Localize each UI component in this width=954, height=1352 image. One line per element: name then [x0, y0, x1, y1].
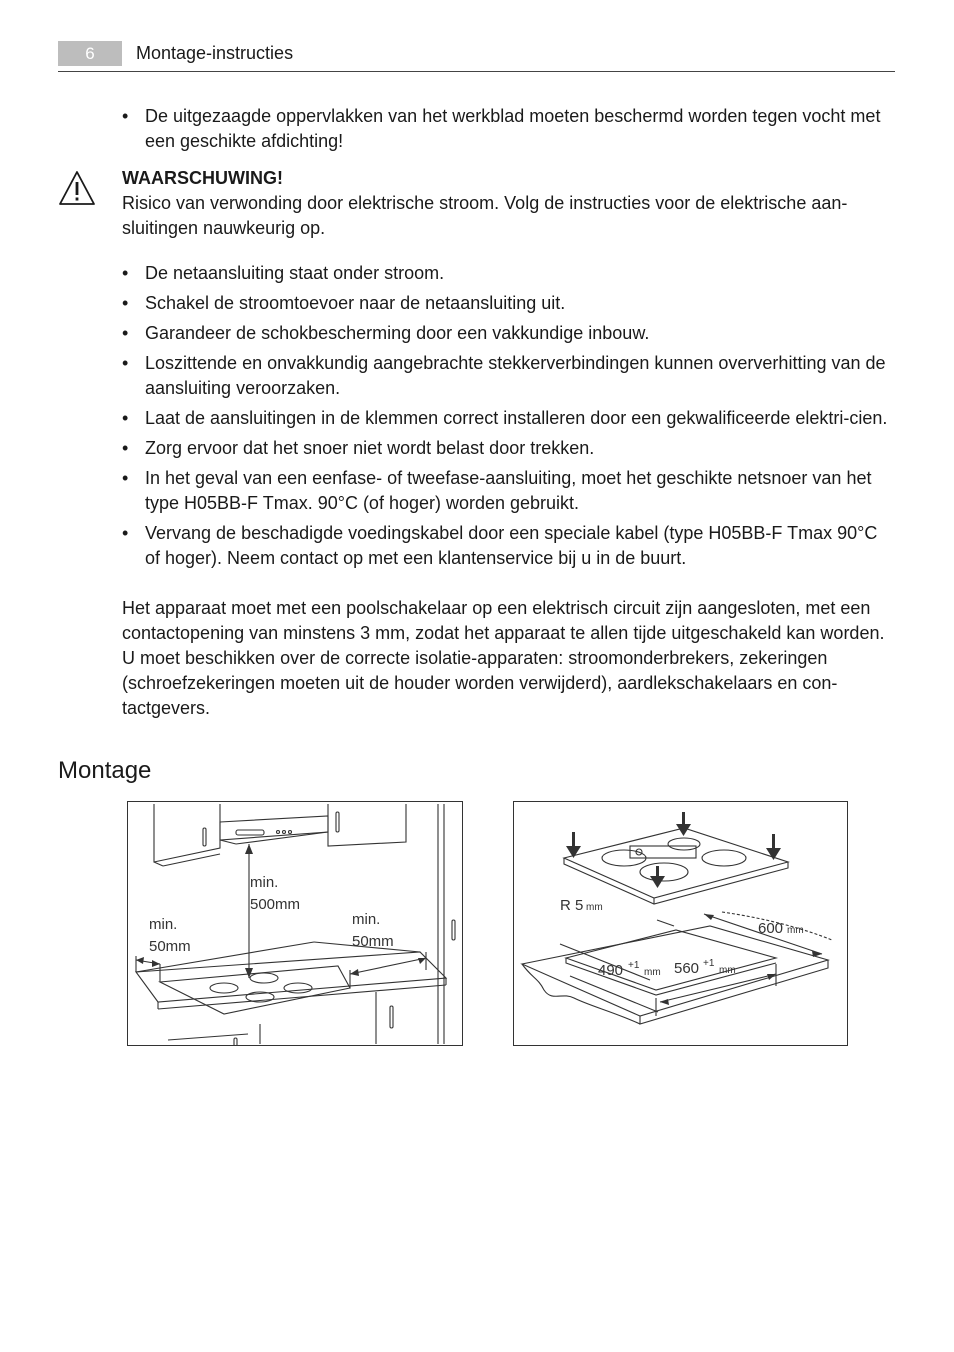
list-item: • Garandeer de schokbescherming door een vakkundige inbouw. [122, 321, 897, 346]
label-min-left: min. [149, 916, 178, 933]
list-item: • Schakel de stroomtoevoer naar de netaansluiting uit. [122, 291, 897, 316]
warning-block [122, 166, 892, 241]
section-title: Montage-instructies [136, 43, 294, 63]
label-radius: R 5 [560, 897, 584, 914]
label-490-unit: mm [644, 967, 661, 978]
paragraph: Het apparaat moet met een poolschakelaar op een elektrisch circuit zijn aangesloten, met een contactopening van minstens 3 mm, zodat het apparaat te allen tijde uitgeschakeld kan worden. [122, 598, 885, 643]
label-490: 490 [598, 962, 624, 979]
warning-title: WAARSCHUWING! [122, 168, 283, 188]
figure-cutout [513, 801, 848, 1046]
label-560-tol: +1 [703, 958, 715, 969]
intro-bullet-list [122, 104, 897, 159]
page-header [58, 40, 895, 72]
label-560: 560 [674, 960, 700, 977]
warning-text: Risico van verwonding door elektrische stroom. Volg de instructies voor de elektrische aan-sluitingen nauwkeurig op. [122, 193, 848, 238]
label-radius-unit: mm [586, 902, 603, 913]
paragraph: U moet beschikken over de correcte isolatie-apparaten: stroomonderbrekers, zekeringen (schroefzekeringen moeten uit de houder worden verwijderd), aardlekschakelaars en con-tactgevers. [122, 648, 838, 718]
label-min-top: min. [250, 874, 279, 891]
list-item: • De uitgezaagde oppervlakken van het werkblad moeten beschermd worden tegen vocht met een geschikte afdichting! [122, 104, 897, 154]
label-600: 600 [758, 920, 784, 937]
label-min-right: min. [352, 911, 381, 928]
list-item: • Laat de aansluitingen in de klemmen correct installeren door een gekwalificeerde elektri-cien. [122, 406, 897, 431]
list-item: • De netaansluiting staat onder stroom. [122, 261, 897, 286]
figure-clearance [127, 801, 463, 1046]
label-50mm-left: 50mm [149, 938, 191, 955]
label-490-tol: +1 [628, 960, 640, 971]
safety-bullet-list [122, 261, 897, 576]
list-item: • Vervang de beschadigde voedingskabel door een speciale kabel (type H05BB-F Tmax 90°C of hoger). Neem contact op met een klantenservice bij u in de buurt. [122, 521, 897, 571]
page-number: 6 [58, 41, 122, 66]
warning-triangle-icon [58, 170, 96, 206]
list-item: • Zorg ervoor dat het snoer niet wordt belast door trekken. [122, 436, 897, 461]
list-item: • Loszittende en onvakkundig aangebrachte stekkerverbindingen kunnen oververhitting van de aansluiting veroorzaken. [122, 351, 897, 401]
section-heading: Montage [58, 757, 152, 784]
label-560-unit: mm [719, 965, 736, 976]
clearance-illustration [128, 802, 462, 1045]
cutout-illustration [514, 802, 847, 1045]
label-600-unit: mm [787, 925, 804, 936]
body-paragraphs [122, 596, 897, 721]
label-500mm: 500mm [250, 896, 301, 913]
label-50mm-right: 50mm [352, 933, 394, 950]
list-item: • In het geval van een eenfase- of tweefase-aansluiting, moet het geschikte netsnoer van het type H05BB-F Tmax. 90°C (of hoger) worden gebruikt. [122, 466, 897, 516]
